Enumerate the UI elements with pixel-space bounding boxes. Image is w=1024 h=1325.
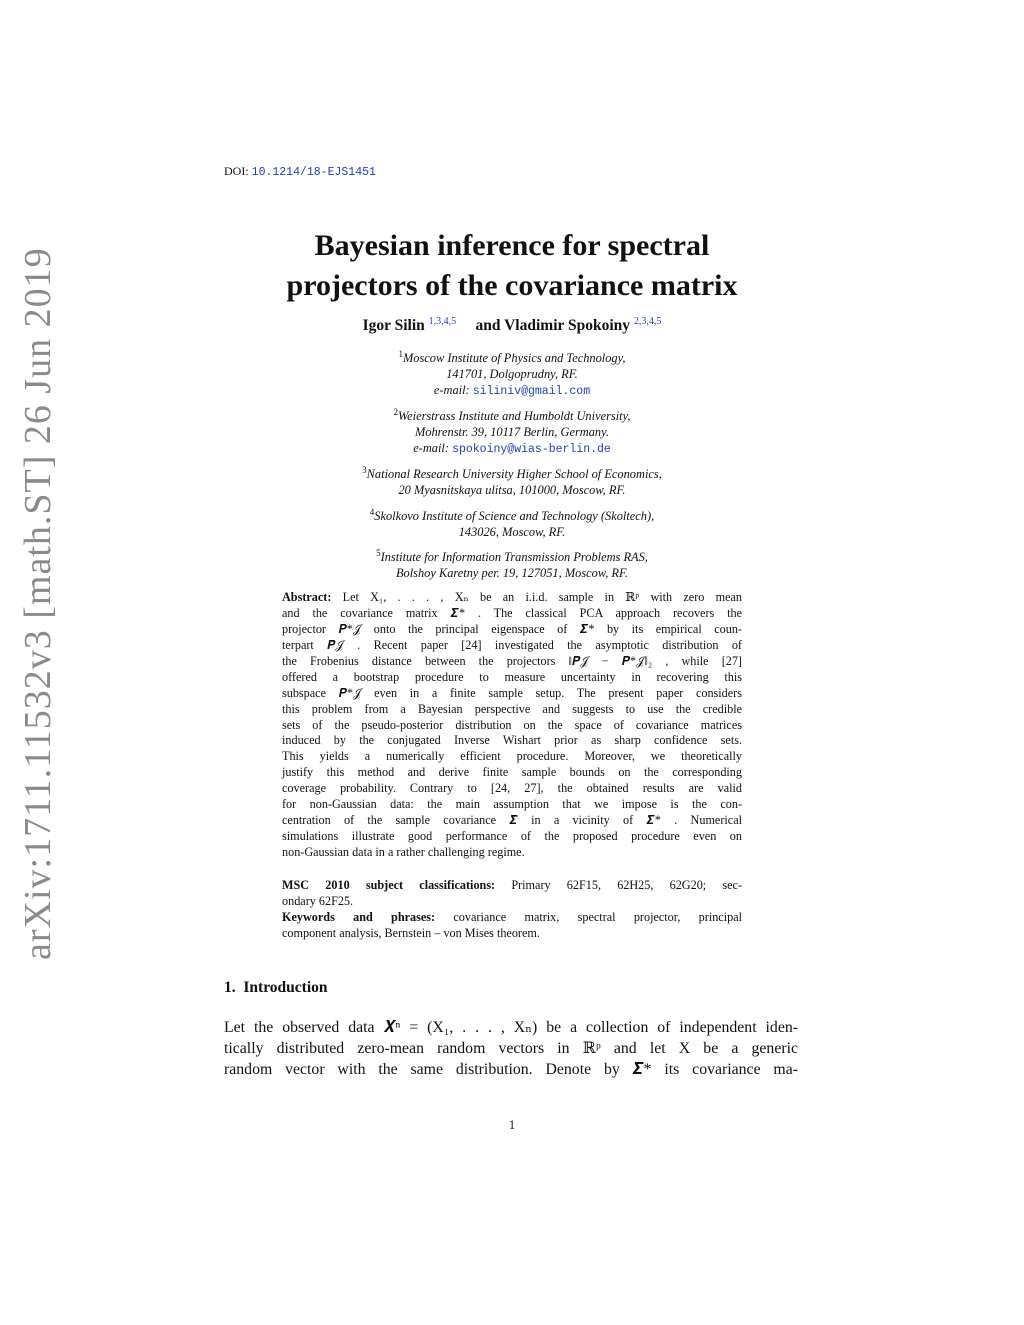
abstract-line: This yields a numerically efficient procedure. Moreover, we theoretically bbox=[282, 749, 742, 764]
abstract-line: simulations illustrate good performance of the proposed procedure even on bbox=[282, 829, 742, 844]
affiliation-3-number: 3 bbox=[362, 465, 367, 475]
abstract-line: projector 𝑷*𝒥 onto the principal eigenspace of 𝜮* by its empirical coun- bbox=[282, 621, 742, 636]
author-2: Vladimir Spokoiny bbox=[504, 317, 631, 335]
affiliation-2-line-1: Weierstrass Institute and Humboldt University, bbox=[397, 409, 631, 424]
affiliation-5-line-2: Bolshoy Karetny per. 19, 127051, Moscow, RF. bbox=[395, 566, 629, 581]
abstract-label: Abstract: bbox=[282, 590, 332, 604]
affiliation-4-line-2: 143026, Moscow, RF. bbox=[458, 525, 566, 540]
author-list bbox=[200, 316, 824, 335]
classifications bbox=[282, 878, 742, 942]
affiliation-5-number: 5 bbox=[376, 548, 381, 558]
email-link-1[interactable]: siliniv@gmail.com bbox=[472, 385, 591, 399]
affiliation-3 bbox=[260, 462, 764, 498]
affiliation-2-line-2: Mohrenstr. 39, 10117 Berlin, Germany. bbox=[414, 425, 610, 440]
intro-paragraph bbox=[224, 1017, 798, 1080]
abstract-line: induced by the conjugated Inverse Wishart prior as sharp confidence sets. bbox=[282, 733, 742, 748]
abstract-line: centration of the sample covariance 𝜮̂ in a vicinity of 𝜮* . Numerical bbox=[282, 813, 742, 828]
section-heading bbox=[224, 979, 328, 997]
abstract-line: justify this method and derive finite sample bounds on the corresponding bbox=[282, 765, 742, 780]
affiliation-5 bbox=[260, 545, 764, 581]
arxiv-stamp: arXiv:1711.11532v3 [math.ST] 26 Jun 2019 bbox=[17, 247, 59, 960]
abstract-line: subspace 𝑷*𝒥 even in a finite sample setup. The present paper considers bbox=[282, 685, 742, 700]
abstract-line: sets of the pseudo-posterior distribution on the space of covariance matrices bbox=[282, 717, 742, 732]
intro-line: Let the observed data 𝑿ⁿ = (X₁, . . . , Xₙ) be a collection of independent iden- bbox=[224, 1019, 798, 1036]
abstract-text: Let X₁, . . . , Xₙ be an i.i.d. sample in ℝᵖ with zero mean bbox=[342, 590, 742, 604]
msc-codes: Primary 62F15, 62H25, 62G20; sec- bbox=[511, 878, 742, 892]
abstract-line: offered a bootstrap procedure to measure uncertainty in recovering this bbox=[282, 669, 742, 684]
intro-line: random vector with the same distribution. Denote by 𝜮* its covariance ma- bbox=[224, 1061, 798, 1078]
doi-line bbox=[224, 164, 376, 179]
abstract-line: the Frobenius distance between the projectors ‖𝑷̂𝒥 − 𝑷*𝒥‖₂ , while [27] bbox=[282, 653, 742, 668]
paper-title bbox=[200, 226, 824, 306]
doi-link[interactable]: 10.1214/18-EJS1451 bbox=[251, 166, 376, 179]
section-number: 1. bbox=[224, 979, 236, 996]
author-1: Igor Silin bbox=[362, 317, 425, 335]
abstract bbox=[282, 590, 742, 861]
affiliation-3-line-1: National Research University Higher School of Economics, bbox=[366, 467, 662, 482]
affiliation-1-number: 1 bbox=[398, 349, 403, 359]
title-line-1: Bayesian inference for spectral bbox=[314, 229, 710, 262]
affiliation-3-line-2: 20 Myasnitskaya ulitsa, 101000, Moscow, RF. bbox=[398, 483, 626, 498]
email-label: e-mail: bbox=[413, 441, 449, 456]
intro-line: tically distributed zero-mean random vectors in ℝᵖ and let X be a generic bbox=[224, 1040, 798, 1057]
abstract-line bbox=[282, 590, 742, 606]
email-label: e-mail: bbox=[433, 383, 470, 398]
keywords-line-2: component analysis, Bernstein – von Mises theorem. bbox=[282, 925, 540, 940]
affiliation-2 bbox=[260, 404, 764, 458]
keywords-line-1 bbox=[282, 910, 742, 926]
abstract-line: non-Gaussian data in a rather challenging regime. bbox=[282, 845, 525, 859]
author-1-affiliations[interactable]: 1,3,4,5 bbox=[428, 316, 457, 327]
affiliation-4 bbox=[260, 504, 764, 540]
email-link-2[interactable]: spokoiny@wias-berlin.de bbox=[452, 443, 611, 457]
affiliation-5-line-1: Institute for Information Transmission Problems RAS, bbox=[380, 550, 648, 565]
msc-line-2: ondary 62F25. bbox=[282, 893, 354, 908]
abstract-line: and the covariance matrix 𝜮* . The classical PCA approach recovers the bbox=[282, 605, 742, 620]
affiliation-4-line-1: Skolkovo Institute of Science and Technology (Skoltech), bbox=[374, 509, 655, 524]
affiliation-2-number: 2 bbox=[393, 407, 398, 417]
abstract-line: terpart 𝑷̂𝒥 . Recent paper [24] investigated the asymptotic distribution of bbox=[282, 637, 742, 652]
title-line-2: projectors of the covariance matrix bbox=[286, 269, 738, 302]
affiliation-1-line-2: 141701, Dolgoprudny, RF. bbox=[446, 367, 578, 382]
keywords-text: covariance matrix, spectral projector, principal bbox=[453, 909, 742, 924]
abstract-line: coverage probability. Contrary to [24, 27], the obtained results are valid bbox=[282, 781, 742, 796]
affiliation-4-number: 4 bbox=[369, 507, 375, 517]
doi-label: DOI: bbox=[224, 164, 249, 178]
section-title: Introduction bbox=[243, 979, 328, 996]
abstract-line: for non-Gaussian data: the main assumption that we impose is the con- bbox=[282, 797, 742, 812]
authors-and: and bbox=[475, 317, 501, 335]
author-2-affiliations[interactable]: 2,3,4,5 bbox=[633, 316, 662, 327]
abstract-line: this problem from a Bayesian perspective and suggests to use the credible bbox=[282, 701, 742, 716]
page-number: 1 bbox=[508, 1118, 516, 1132]
keywords-label: Keywords and phrases: bbox=[282, 909, 436, 924]
affiliation-1-line-1: Moscow Institute of Physics and Technology, bbox=[402, 351, 626, 366]
msc-label: MSC 2010 subject classifications: bbox=[282, 878, 496, 892]
affiliation-1 bbox=[260, 346, 764, 400]
msc-line-1 bbox=[282, 878, 742, 894]
